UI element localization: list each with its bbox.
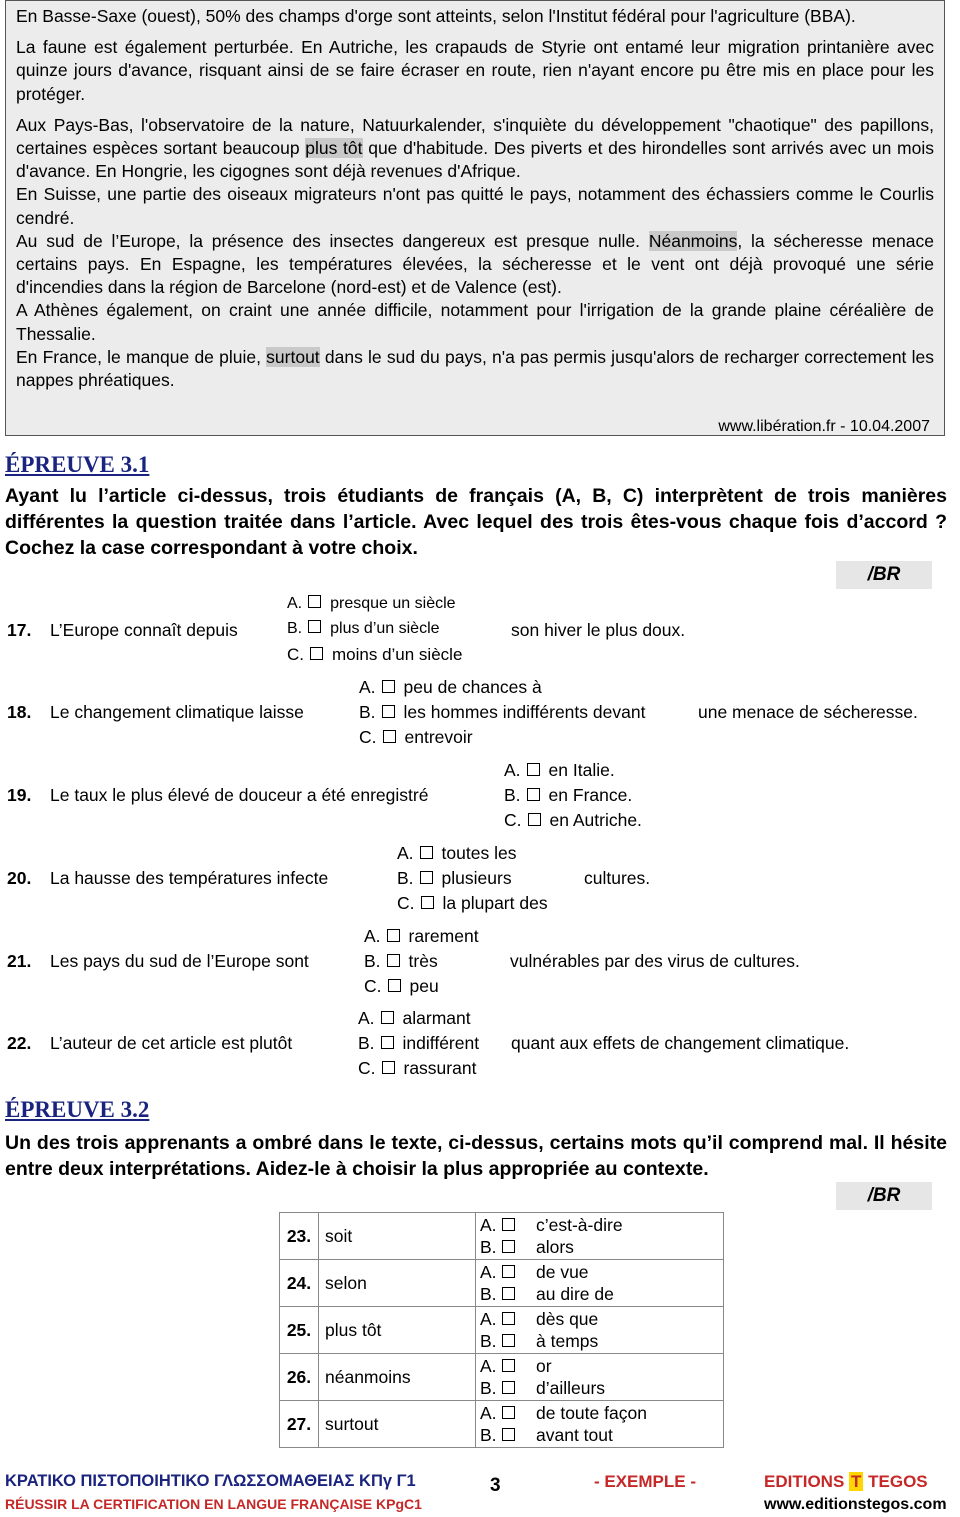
checkbox-icon[interactable] [381,1011,394,1024]
question-stem: Les pays du sud de l’Europe sont [50,951,309,971]
option-text: or [536,1356,552,1376]
option-text: presque un siècle [330,595,456,612]
item-number: 24. [280,1260,319,1307]
option-text: entrevoir [404,727,473,747]
footer-subtitle: RÉUSSIR LA CERTIFICATION EN LANGUE FRANÇAISE KPgC1 [5,1496,422,1512]
article-box [5,0,945,436]
option-letter: B. [364,951,381,971]
checkbox-icon[interactable] [502,1287,515,1300]
vocabulary-row [280,1354,724,1401]
checkbox-icon[interactable] [502,1381,515,1394]
section-title-3-1: ÉPREUVE 3.1 [5,452,150,477]
checkbox-icon[interactable] [387,929,400,942]
article-paragraph: A Athènes également, on craint une année difficile, notamment pour l'irrigation de la grande plaine céréalière de Thessalie. [16,300,934,344]
interpretation-option[interactable] [476,1261,723,1283]
answer-option[interactable] [358,1033,479,1054]
option-letter: A. [480,1403,497,1423]
question-ending: une menace de sécheresse. [698,702,918,722]
checkbox-icon[interactable] [420,846,433,859]
item-number: 26. [280,1354,319,1401]
article-paragraph: Au sud de l’Europe, la présence des insectes dangereux est presque nulle. Néanmoins, la sécheresse menace certains pays. En Espagne, les températures élevées, la sécheresse et le vent ont déjà provoqué une série d'incendies dans la région de Barcelone (nord-est) et de Valence (est). [16,230,934,298]
answer-option[interactable] [358,1008,471,1029]
option-letter: B. [504,785,521,805]
checkbox-icon[interactable] [502,1428,515,1441]
checkbox-icon[interactable] [383,730,396,743]
interpretation-option[interactable] [476,1308,723,1330]
answer-option[interactable] [397,893,548,914]
article-source: www.libération.fr - 10.04.2007 [718,418,930,435]
answer-option[interactable] [359,702,645,723]
answer-option[interactable] [504,760,615,781]
answer-option[interactable] [287,595,456,613]
item-number: 25. [280,1307,319,1354]
instruction-3-2: Un des trois apprenants a ombré dans le texte, ci-dessus, certains mots qu’il comprend mal. Il hésite entre deux interprétations. Aidez-le à choisir la plus appropriée au contexte. [5,1132,947,1180]
vocabulary-row [280,1401,724,1448]
option-letter: B. [480,1237,497,1257]
checkbox-icon[interactable] [388,979,401,992]
answer-option[interactable] [359,727,473,748]
answer-option[interactable] [287,620,440,638]
question-number: 17. [7,620,32,640]
option-letter: A. [480,1309,497,1329]
option-letter: A. [397,843,414,863]
answer-option[interactable] [358,1058,476,1079]
option-letter: C. [364,976,382,996]
option-text: alors [536,1237,574,1257]
option-letter: C. [504,810,522,830]
interpretation-option[interactable] [476,1377,723,1399]
article-paragraph: La faune est également perturbée. En Autriche, les crapauds de Styrie ont entamé leur migration printanière avec quinze jours d'avance, risquant ainsi de se faire écraser en route, rien n'ayant encore pu être mis en place pour les protéger. [16,37,934,104]
checkbox-icon[interactable] [527,763,540,776]
option-text: à temps [536,1331,599,1351]
option-text: toutes les [441,843,517,863]
checkbox-icon[interactable] [310,647,323,660]
option-letter: B. [480,1331,497,1351]
checkbox-icon[interactable] [502,1240,515,1253]
option-letter: B. [358,1033,375,1053]
interpretation-option[interactable] [476,1214,723,1236]
option-text: très [408,951,438,971]
question-number: 19. [7,785,32,805]
interpretation-option[interactable] [476,1355,723,1377]
option-letter: A. [480,1215,497,1235]
article-paragraph: Aux Pays-Bas, l'observatoire de la nature, Natuurkalender, s'inquiète du développement "chaotique" des papillons, certaines espèces sortant beaucoup plus tôt que d'habitude. Des piverts et des hirondelles sont arrivés avec un mois d'avance. En Hongrie, les cigognes sont déjà revenues d'Afrique. [16,114,935,182]
question-stem: Le taux le plus élevé de douceur a été enregistré [50,785,429,805]
option-text: moins d’un siècle [332,645,463,664]
interpretation-option[interactable] [476,1402,723,1424]
section-title-3-2: ÉPREUVE 3.2 [5,1097,150,1122]
score-box: /BR [836,561,932,589]
score-box: /BR [836,1182,932,1210]
option-letter: A. [358,1008,375,1028]
option-letter: C. [287,645,304,664]
checkbox-icon[interactable] [387,954,400,967]
option-letter: A. [359,677,376,697]
option-letter: C. [397,893,415,913]
option-letter: C. [359,727,377,747]
checkbox-icon[interactable] [502,1406,515,1419]
shaded-word: surtout [319,1401,476,1448]
option-text: plusieurs [441,868,512,888]
option-text: de vue [536,1262,589,1282]
checkbox-icon[interactable] [502,1265,515,1278]
answer-option[interactable] [287,645,462,665]
question-number: 21. [7,951,32,971]
question-number: 18. [7,702,32,722]
question-number: 22. [7,1033,32,1053]
option-letter: B. [397,868,414,888]
article-paragraph: En Suisse, une partie des oiseaux migrateurs n'ont pas quitté le pays, notamment des échassiers comme le Courlis cendré. [16,184,934,228]
checkbox-icon[interactable] [502,1334,515,1347]
option-text: indifférent [402,1033,480,1053]
option-text: d’ailleurs [536,1378,606,1398]
option-text: la plupart des [442,893,548,913]
footer-title: ΚΡΑΤΙΚΟ ΠΙΣΤΟΠΟΙΗΤΙΚΟ ΓΛΩΣΣΟΜΑΘΕΙΑΣ ΚΠγ Γ1 [5,1472,416,1490]
option-letter: B. [480,1425,497,1445]
option-letter: A. [480,1262,497,1282]
option-text: avant tout [536,1425,613,1445]
option-letter: A. [480,1356,497,1376]
answer-option[interactable] [397,843,516,864]
interpretation-option[interactable] [476,1283,723,1305]
checkbox-icon[interactable] [382,705,395,718]
shaded-word: plus tôt [319,1307,476,1354]
answer-option[interactable] [364,976,439,997]
interpretation-options [476,1401,724,1448]
question-ending: quant aux effets de changement climatique. [511,1033,850,1053]
question-stem: Le changement climatique laisse [50,702,304,722]
answer-option[interactable] [397,868,512,889]
option-text: c’est-à-dire [536,1215,623,1235]
checkbox-icon[interactable] [527,788,540,801]
question-ending: vulnérables par des virus de cultures. [510,951,800,971]
checkbox-icon[interactable] [382,1061,395,1074]
vocabulary-row [280,1213,724,1260]
item-number: 27. [280,1401,319,1448]
checkbox-icon[interactable] [308,595,321,608]
checkbox-icon[interactable] [502,1218,515,1231]
question-stem: L’auteur de cet article est plutôt [50,1033,293,1053]
highlighted-word: surtout [266,346,320,367]
highlighted-word: Néanmoins [648,230,738,251]
option-text: dès que [536,1309,599,1329]
option-text: plus d’un siècle [330,620,440,637]
checkbox-icon[interactable] [502,1359,515,1372]
option-text: alarmant [402,1008,471,1028]
shaded-word: selon [319,1260,476,1307]
checkbox-icon[interactable] [308,620,321,633]
answer-option[interactable] [504,810,642,831]
option-text: rassurant [403,1058,477,1078]
option-letter: A. [364,926,381,946]
option-letter: B. [480,1378,497,1398]
checkbox-icon[interactable] [382,680,395,693]
option-text: en France. [548,785,633,805]
checkbox-icon[interactable] [420,871,433,884]
option-letter: B. [359,702,376,722]
answer-option[interactable] [359,677,542,698]
footer-example: - EXEMPLE - [594,1472,697,1491]
option-text: peu de chances à [403,677,542,697]
article-paragraph: En France, le manque de pluie, surtout dans le sud du pays, n'a pas permis jusqu'alors de recharger correctement les nappes phréatiques. [16,346,934,391]
option-text: de toute façon [536,1403,647,1423]
option-letter: B. [480,1284,497,1304]
highlighted-word: plus tôt [305,138,363,159]
option-text: les hommes indifférents devant [403,702,646,722]
checkbox-icon[interactable] [528,813,541,826]
checkbox-icon[interactable] [421,896,434,909]
vocabulary-row [280,1307,724,1354]
question-ending: son hiver le plus doux. [511,620,686,640]
instruction-3-1: Ayant lu l’article ci-dessus, trois étudiants de français (A, B, C) interprètent de trois manières différentes la question traitée dans l’article. Avec lequel des trois êtes-vous chaque fois d’accord ? Cochez la case correspondant à votre choix. [5,485,947,559]
article-paragraph: En Basse-Saxe (ouest), 50% des champs d'orge sont atteints, selon l'Institut fédéral pour l'agriculture (BBA). [16,6,856,26]
interpretation-option[interactable] [476,1424,723,1446]
question-stem: L’Europe connaît depuis [50,620,238,640]
shaded-word: néanmoins [319,1354,476,1401]
checkbox-icon[interactable] [381,1036,394,1049]
interpretation-options [476,1260,724,1307]
checkbox-icon[interactable] [502,1312,515,1325]
option-letter: A. [504,760,521,780]
interpretation-option[interactable] [476,1330,723,1352]
shaded-word: soit [319,1213,476,1260]
option-letter: B. [287,620,303,637]
interpretation-options [476,1307,724,1354]
option-text: au dire de [536,1284,614,1304]
vocabulary-table [279,1212,724,1448]
interpretation-options [476,1213,724,1260]
interpretation-options [476,1354,724,1401]
option-text: peu [409,976,439,996]
option-letter: A. [287,595,303,612]
question-ending: cultures. [584,868,651,888]
option-text: en Italie. [548,760,615,780]
item-number: 23. [280,1213,319,1260]
page-number: 3 [490,1475,501,1496]
publisher-url: www.editionstegos.com [764,1496,947,1513]
question-number: 20. [7,868,32,888]
option-letter: C. [358,1058,376,1078]
answer-option[interactable] [504,785,632,806]
vocabulary-row [280,1260,724,1307]
option-text: en Autriche. [549,810,642,830]
question-stem: La hausse des températures infecte [50,868,329,888]
answer-option[interactable] [364,926,479,947]
option-text: rarement [408,926,479,946]
publisher-logo: EDITIONS T TEGOS [764,1472,928,1491]
interpretation-option[interactable] [476,1236,723,1258]
answer-option[interactable] [364,951,438,972]
